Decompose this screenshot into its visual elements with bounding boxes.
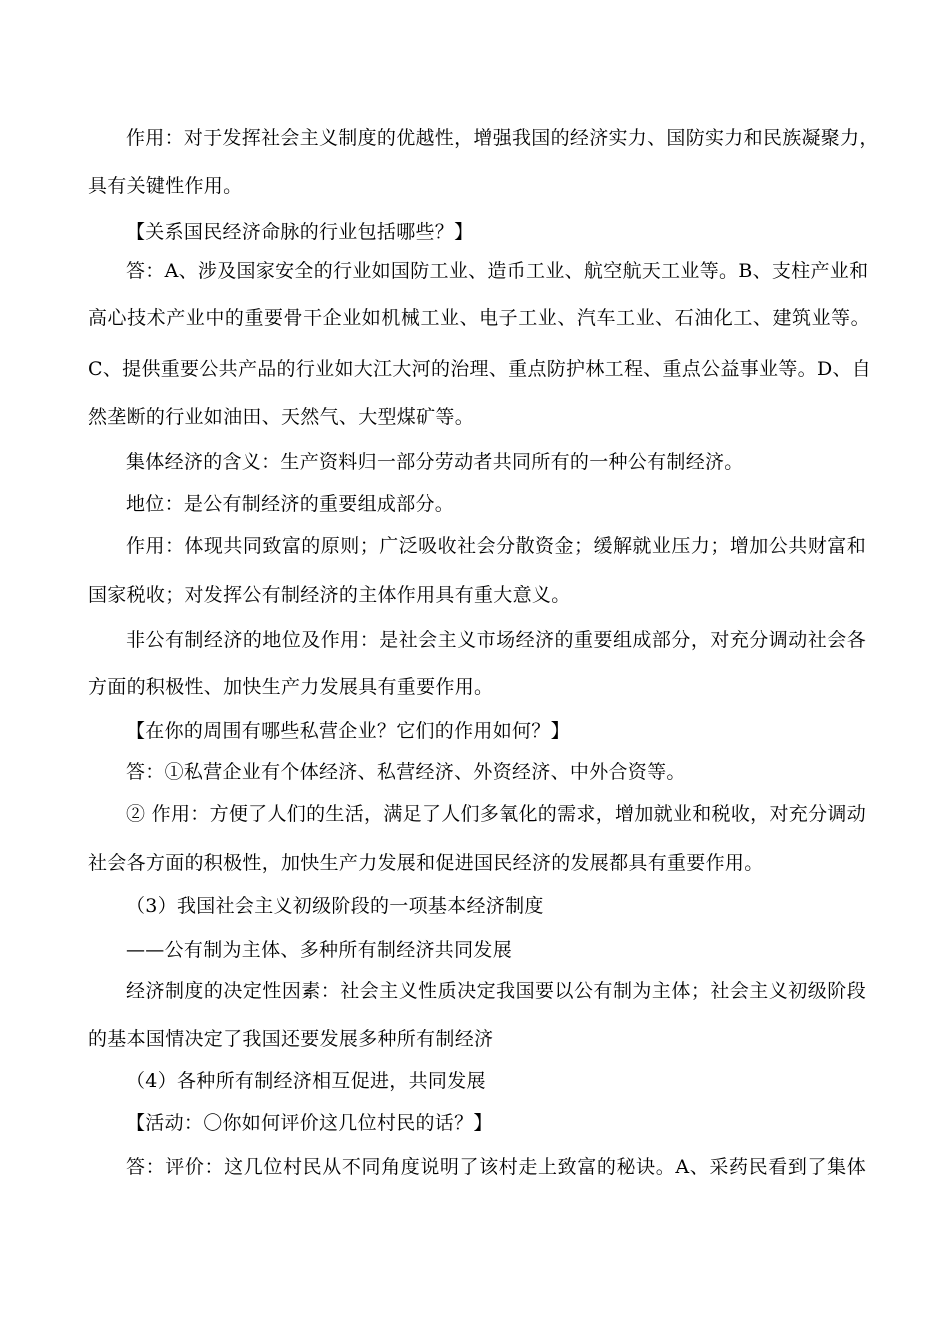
paragraph-line: 【活动：〇你如何评价这几位村民的话？】 bbox=[126, 1112, 493, 1134]
paragraph-line: 答：评价：这几位村民从不同角度说明了该村走上致富的秘诀。A、采药民看到了集体 bbox=[126, 1156, 866, 1178]
paragraph-line: 地位：是公有制经济的重要组成部分。 bbox=[126, 493, 455, 515]
paragraph-line: 答：A、涉及国家安全的行业如国防工业、造币工业、航空航天工业等。B、支柱产业和 bbox=[126, 260, 869, 282]
paragraph-line: 的基本国情决定了我国还要发展多种所有制经济 bbox=[88, 1028, 494, 1050]
paragraph-line: 作用：体现共同致富的原则；广泛吸收社会分散资金；缓解就业压力；增加公共财富和 bbox=[126, 535, 866, 557]
paragraph-line: 【关系国民经济命脉的行业包括哪些？】 bbox=[126, 221, 474, 243]
paragraph-line: 集体经济的含义：生产资料归一部分劳动者共同所有的一种公有制经济。 bbox=[126, 451, 744, 473]
paragraph-line: 非公有制经济的地位及作用：是社会主义市场经济的重要组成部分，对充分调动社会各 bbox=[126, 629, 866, 651]
paragraph-line: 经济制度的决定性因素：社会主义性质决定我国要以公有制为主体；社会主义初级阶段 bbox=[126, 980, 866, 1002]
paragraph-line: 答：①私营企业有个体经济、私营经济、外资经济、中外合资等。 bbox=[126, 761, 686, 783]
paragraph-line: 国家税收；对发挥公有制经济的主体作用具有重大意义。 bbox=[88, 584, 571, 606]
paragraph-line: 高心技术产业中的重要骨干企业如机械工业、电子工业、汽车工业、石油化工、建筑业等。 bbox=[88, 307, 870, 329]
paragraph-line: 社会各方面的积极性，加快生产力发展和促进国民经济的发展都具有重要作用。 bbox=[88, 852, 764, 874]
paragraph-line: ——公有制为主体、多种所有制经济共同发展 bbox=[126, 939, 513, 961]
paragraph-line: 具有关键性作用。 bbox=[88, 175, 243, 197]
paragraph-line: ② 作用：方便了人们的生活，满足了人们多氧化的需求，增加就业和税收，对充分调动 bbox=[126, 803, 866, 825]
paragraph-line: 方面的积极性、加快生产力发展具有重要作用。 bbox=[88, 676, 494, 698]
paragraph-line: 然垄断的行业如油田、天然气、大型煤矿等。 bbox=[88, 406, 475, 428]
paragraph-line: C、提供重要公共产品的行业如大江大河的治理、重点防护林工程、重点公益事业等。D、自 bbox=[88, 358, 872, 380]
paragraph-line: 【在你的周围有哪些私营企业？它们的作用如何？】 bbox=[126, 720, 570, 742]
paragraph-line: （3）我国社会主义初级阶段的一项基本经济制度 bbox=[126, 895, 544, 917]
paragraph-line: （4）各种所有制经济相互促进，共同发展 bbox=[126, 1070, 486, 1092]
paragraph-line: 作用：对于发挥社会主义制度的优越性，增强我国的经济实力、国防实力和民族凝聚力， bbox=[126, 127, 879, 149]
